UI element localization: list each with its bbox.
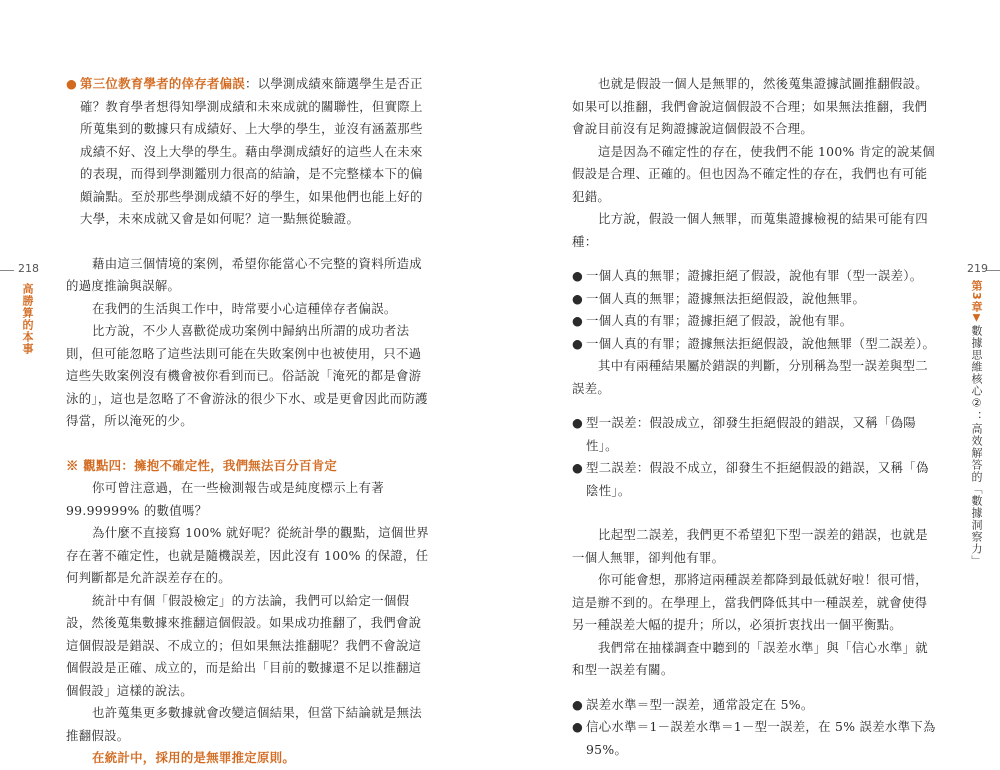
educator-bias-bullet — [66, 73, 432, 231]
paragraph: 我們常在抽樣調查中聽到的「誤差水準」與「信心水準」就和型一誤差有關。 — [572, 639, 928, 677]
paragraph: 你可能會想，那將這兩種誤差都降到最低就好啦！很可惜，這是辦不到的。在學理上，當我們降低其中一種誤差，就會使得另一種誤差大幅的提升；所以，必須折衷找出一個平衡點。 — [572, 572, 928, 632]
list-item: ● 誤差水準＝型一誤差，通常設定在 5%。 — [572, 694, 940, 717]
highlight-paragraph: 在統計中，採用的是無罪推定原則。 — [92, 750, 296, 765]
bullet-label: 第三位教育學者的倖存者偏誤 — [80, 76, 245, 91]
chapter-title-vertical — [968, 280, 984, 567]
left-column — [66, 73, 432, 770]
chapter-label: 第3章 — [970, 280, 983, 313]
paragraph: 統計中有個「假設檢定」的方法論，我們可以給定一個假設，然後蒐集數據來推翻這個假設。如果成功推翻了，我們會說這個假設是錯誤、不成立的；但如果無法推翻呢？我們不會說這個假設是正確、成立的，而是給出「目前的數據還不足以推翻這個假設」這樣的說法。 — [66, 592, 422, 698]
paragraph: 比方說，假設一個人無罪，而蒐集證據檢視的結果可能有四種： — [572, 211, 928, 249]
bullet-dot-icon: ● — [572, 460, 584, 475]
page-number-right: 219 — [967, 262, 988, 275]
bullet-dot-icon: ● — [66, 76, 78, 91]
list-item: ● 型一誤差：假設成立，卻發生拒絕假設的錯誤，又稱「偽陽性」。 — [572, 412, 940, 457]
page-edge-tick — [0, 270, 14, 271]
list-item: ● 一個人真的有罪；證據無法拒絕假設，說他無罪（型二誤差）。 — [572, 333, 940, 356]
paragraph: 也許蒐集更多數據就會改變這個結果，但當下結論就是無法推翻假設。 — [66, 705, 422, 743]
paragraph: 其中有兩種結果屬於錯誤的判斷，分別稱為型一誤差與型二誤差。 — [572, 358, 928, 396]
list-item: ● 一個人真的無罪；證據拒絕了假設，說他有罪（型一誤差）。 — [572, 265, 940, 288]
section-heading: ※ 觀點四：擁抱不確定性，我們無法百分百肯定 — [66, 457, 338, 473]
left-page — [0, 0, 500, 765]
chapter-triangle-icon: ▼ — [971, 312, 982, 325]
bullet-dot-icon: ● — [572, 415, 584, 430]
outcome-list — [572, 265, 940, 355]
bullet-dot-icon: ● — [572, 335, 584, 351]
bullet-dot-icon: ● — [572, 268, 584, 283]
page-edge-tick — [986, 270, 1000, 271]
paragraph: 藉由這三個情境的案例，希望你能當心不完整的資料所造成的過度推論與誤解。 — [66, 255, 422, 293]
paragraph: 為什麼不直接寫 100% 就好呢？從統計學的觀點，這個世界存在著不確定性，也就是隨機誤差，因此沒有 100% 的保證，任何判斷都是允許誤差存在的。 — [66, 525, 429, 585]
bullet-text: ：以學測成績來篩選學生是否正確？教育學者想得知學測成績和未來成就的關聯性，但實際上所蒐集到的數據只有成績好、上大學的學生，並沒有涵蓋那些成績不好、沒上大學的學生。藉由學測成績好的這些人在未來的表現，而得到學測鑑別力很高的結論，是不完整樣本下的偏頗論點。至於那些學測成績不好的學生，如果他們也能上好的大學，未來成就又會是如何呢？這一點無從驗證。 — [80, 76, 423, 226]
paragraph: 比方說，不少人喜歡從成功案例中歸納出所謂的成功者法則，但可能忽略了這些法則可能在失敗案例中也被使用，只不過這些失敗案例沒有機會被你看到而已。俗話說「淹死的都是會游泳的」，這也是忽略了不會游泳的很少下水、或是更會因此而防護得當，所以淹死的少。 — [66, 323, 428, 428]
bullet-dot-icon: ● — [572, 696, 584, 712]
chapter-title: 數據思維核心②：高效解答的「數據洞察力」 — [970, 324, 983, 567]
paragraph: 比起型二誤差，我們更不希望犯下型一誤差的錯誤，也就是一個人無罪，卻判他有罪。 — [572, 527, 928, 565]
page-number-left: 218 — [18, 262, 39, 275]
paragraph: 也就是假設一個人是無罪的，然後蒐集證據試圖推翻假設。如果可以推翻，我們會說這個假設不合理；如果無法推翻，我們會說目前沒有足夠證據說這個假設不合理。 — [572, 76, 928, 136]
right-column — [572, 73, 940, 761]
list-item: ● 型二誤差：假設不成立，卻發生不拒絕假設的錯誤，又稱「偽陰性」。 — [572, 457, 940, 502]
paragraph: 這是因為不確定性的存在，使我們不能 100% 肯定的說某個假設是合理、正確的。但也因為不確定性的存在，我們也有可能犯錯。 — [572, 143, 935, 204]
list-item: ● 一個人真的有罪；證據拒絕了假設，說他有罪。 — [572, 310, 940, 333]
bullet-dot-icon: ● — [572, 290, 584, 306]
bullet-dot-icon: ● — [572, 719, 584, 734]
paragraph: 你可曾注意過，在一些檢測報告或是純度標示上有著 99.99999% 的數值嗎？ — [66, 480, 384, 518]
error-type-list — [572, 412, 940, 502]
list-item: ● 信心水準＝1－誤差水準＝1－型一誤差，在 5% 誤差水準下為 95%。 — [572, 716, 940, 761]
paragraph: 在我們的生活與工作中，時常要小心這種倖存者偏誤。 — [92, 300, 397, 316]
running-title: 高勝算的本事 — [21, 283, 34, 355]
list-item: ● 一個人真的無罪；證據無法拒絕假設，說他無罪。 — [572, 288, 940, 311]
bullet-dot-icon: ● — [572, 313, 584, 328]
level-list — [572, 694, 940, 762]
